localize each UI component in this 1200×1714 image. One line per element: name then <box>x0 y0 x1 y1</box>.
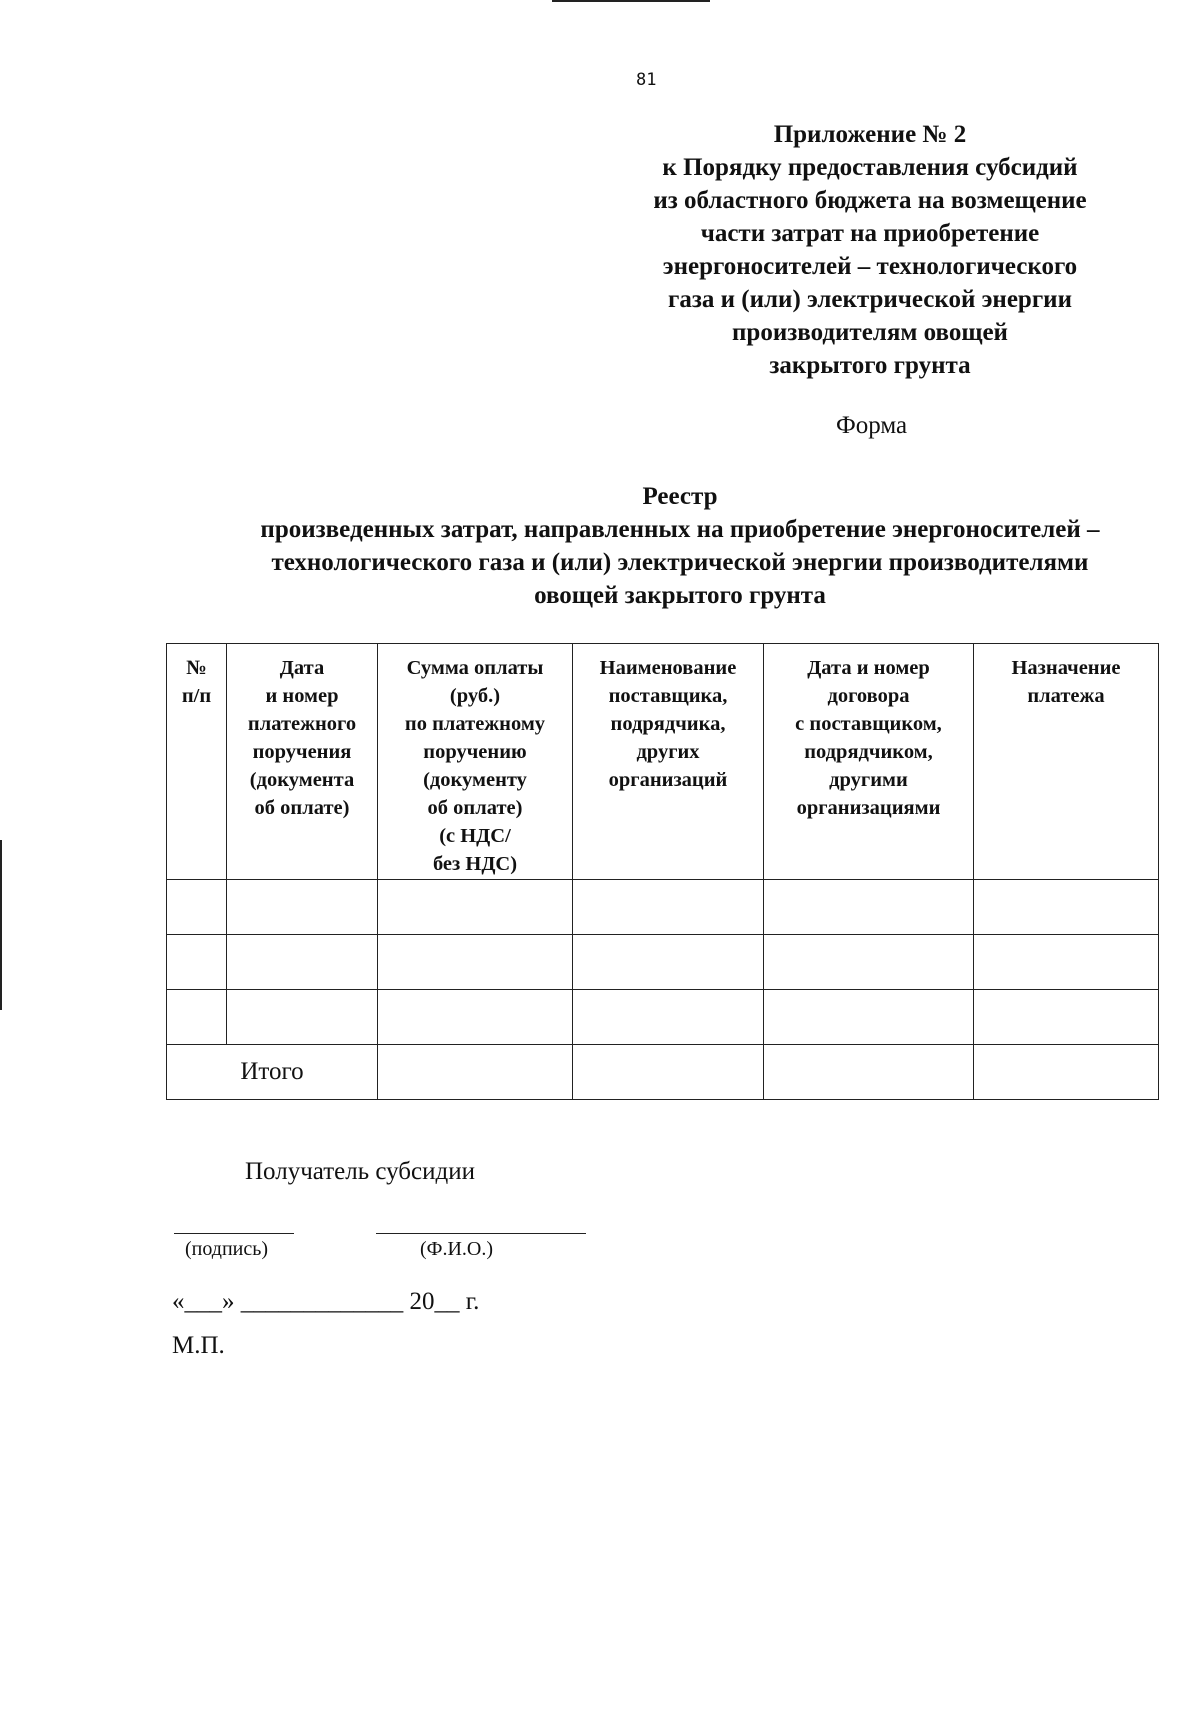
total-row <box>167 1045 1159 1100</box>
column-header-line: № <box>186 657 207 679</box>
column-header-line: об оплате) <box>254 797 350 819</box>
date-line: «___» _____________ 20__ г. <box>172 1288 480 1315</box>
appendix-line: части затрат на приобретение <box>700 220 1040 247</box>
column-header-line: платежа <box>1027 685 1105 707</box>
table-cell[interactable] <box>974 880 1159 935</box>
form-label: Форма <box>836 412 908 439</box>
total-cell[interactable] <box>974 1045 1159 1100</box>
table-row <box>167 935 1159 990</box>
scan-artifact <box>552 0 710 2</box>
column-header-line: организаций <box>608 769 728 791</box>
registry-title <box>120 480 1200 612</box>
total-cell[interactable] <box>378 1045 573 1100</box>
column-header-line: подрядчика, <box>610 713 726 735</box>
total-label: Итого <box>167 1045 378 1100</box>
table-cell[interactable] <box>573 880 764 935</box>
column-header-line: платежного <box>247 713 357 735</box>
appendix-line: энергоносителей – технологического <box>662 253 1078 280</box>
appendix-line: закрытого грунта <box>769 352 971 379</box>
table-cell[interactable] <box>764 990 974 1045</box>
column-header-line: других <box>636 741 700 763</box>
column-header-payment-order <box>227 644 378 880</box>
column-header-line: поставщика, <box>608 685 728 707</box>
column-header-number <box>167 644 227 880</box>
total-cell[interactable] <box>764 1045 974 1100</box>
recipient-label: Получатель субсидии <box>245 1158 475 1185</box>
table-cell[interactable] <box>573 935 764 990</box>
column-header-line: (с НДС/ <box>439 825 511 847</box>
total-cell[interactable] <box>573 1045 764 1100</box>
table-cell[interactable] <box>227 880 378 935</box>
column-header-line: и номер <box>265 685 339 707</box>
column-header-line: Дата и номер <box>807 657 930 679</box>
column-header-payment-purpose <box>974 644 1159 880</box>
appendix-line: к Порядку предоставления субсидий <box>662 154 1078 181</box>
table-cell[interactable] <box>378 880 573 935</box>
table-cell[interactable] <box>573 990 764 1045</box>
column-header-line: (руб.) <box>449 685 501 707</box>
column-header-line: об оплате) <box>427 797 523 819</box>
column-header-contract <box>764 644 974 880</box>
registry-subtitle-line: овощей закрытого грунта <box>534 582 826 609</box>
table-cell[interactable] <box>167 935 227 990</box>
name-caption: (Ф.И.О.) <box>420 1238 494 1260</box>
column-header-line: с поставщиком, <box>795 713 942 735</box>
column-header-line: по платежному <box>404 713 546 735</box>
table-cell[interactable] <box>227 990 378 1045</box>
table-row <box>167 990 1159 1045</box>
registry-table <box>166 643 1159 1100</box>
column-header-line: поручения <box>252 741 352 763</box>
page-number: 81 <box>636 70 657 90</box>
appendix-line: газа и (или) электрической энергии <box>667 286 1072 313</box>
table-cell[interactable] <box>764 935 974 990</box>
table-cell[interactable] <box>167 990 227 1045</box>
table-cell[interactable] <box>227 935 378 990</box>
appendix-line: производителям овощей <box>732 319 1008 346</box>
column-header-line: (документа <box>249 769 355 791</box>
column-header-supplier-name <box>573 644 764 880</box>
column-header-line: без НДС) <box>432 853 518 875</box>
table-cell[interactable] <box>764 880 974 935</box>
signature-caption: (подпись) <box>185 1238 269 1260</box>
registry-title-main: Реестр <box>642 483 718 510</box>
name-line[interactable] <box>376 1233 586 1234</box>
column-header-line: поручению <box>423 741 527 763</box>
stamp-label: М.П. <box>172 1332 225 1359</box>
column-header-line: Сумма оплаты <box>406 657 544 679</box>
column-header-line: п/п <box>181 685 212 707</box>
table-row <box>167 880 1159 935</box>
column-header-line: Дата <box>279 657 325 679</box>
column-header-line: договора <box>827 685 910 707</box>
table-header-row <box>167 644 1159 880</box>
registry-subtitle-line: произведенных затрат, направленных на приобретение энергоносителей – <box>260 516 1100 543</box>
table-cell[interactable] <box>378 935 573 990</box>
table-cell[interactable] <box>974 935 1159 990</box>
appendix-heading <box>600 118 1140 382</box>
table-cell[interactable] <box>378 990 573 1045</box>
column-header-line: (документу <box>423 769 527 791</box>
column-header-line: организациями <box>796 797 941 819</box>
appendix-line: Приложение № 2 <box>773 121 967 148</box>
column-header-line: подрядчиком, <box>804 741 933 763</box>
column-header-line: другими <box>829 769 908 791</box>
scan-artifact <box>0 840 2 1010</box>
column-header-payment-amount <box>378 644 573 880</box>
column-header-line: Наименование <box>599 657 737 679</box>
registry-subtitle-line: технологического газа и (или) электрической энергии производителями <box>271 549 1089 576</box>
column-header-line: Назначение <box>1011 657 1121 679</box>
appendix-line: из областного бюджета на возмещение <box>653 187 1087 214</box>
signature-line[interactable] <box>174 1233 294 1234</box>
table-cell[interactable] <box>974 990 1159 1045</box>
table-cell[interactable] <box>167 880 227 935</box>
